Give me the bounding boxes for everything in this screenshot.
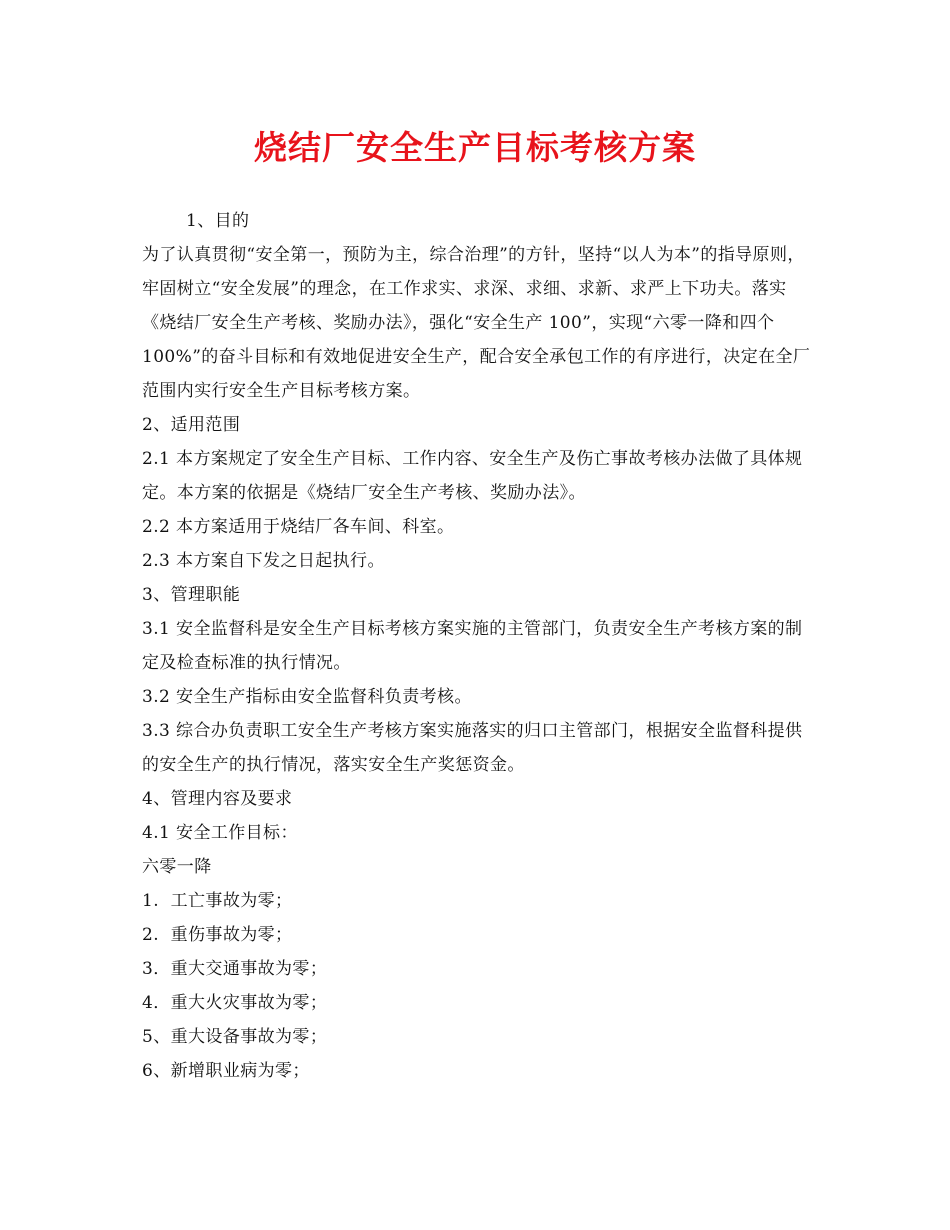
paragraph-management-3-2: 3.2 安全生产指标由安全监督科负责考核。 xyxy=(142,687,472,707)
list-item: 2. 重伤事故为零； xyxy=(142,925,293,945)
paragraph-requirements-4-1: 4.1 安全工作目标： xyxy=(142,823,298,843)
section-heading-requirements: 4、管理内容及要求 xyxy=(142,789,293,809)
section-heading-purpose: 1、目的 xyxy=(186,211,250,231)
paragraph-six-zero: 六零一降 xyxy=(142,857,212,877)
list-item: 3．重大交通事故为零； xyxy=(142,959,328,979)
list-item: 1. 工亡事故为零； xyxy=(142,891,293,911)
list-item: 4．重大火灾事故为零； xyxy=(142,993,328,1013)
paragraph-management-3-3: 3.3 综合办负责职工安全生产考核方案实施落实的归口主管部门，根据安全监督科提供的安全生产的执行情况，落实安全生产奖惩资金。 xyxy=(142,721,803,775)
section-heading-scope: 2、适用范围 xyxy=(142,415,241,435)
document-title: 烧结厂安全生产目标考核方案 xyxy=(254,128,696,167)
document-body xyxy=(142,204,814,1088)
paragraph-scope-2-2: 2.2 本方案适用于烧结厂各车间、科室。 xyxy=(142,517,455,537)
paragraph-management-3-1: 3.1 安全监督科是安全生产目标考核方案实施的主管部门，负责安全生产考核方案的制定及检查标准的执行情况。 xyxy=(142,619,803,673)
section-heading-management: 3、管理职能 xyxy=(142,585,241,605)
list-item: 5、重大设备事故为零； xyxy=(142,1027,328,1047)
paragraph-scope-2-3: 2.3 本方案自下发之日起执行。 xyxy=(142,551,385,571)
paragraph-purpose: 为了认真贯彻“安全第一，预防为主，综合治理”的方针，坚持“以人为本”的指导原则，牢固树立“安全发展”的理念，在工作求实、求深、求细、求新、求严上下功夫。落实《烧结厂安全生产考核、奖励办法》，强化“安全生产 100”，实现“六零一降和四个 100%”的奋斗目标和有效地促进安全生产，配合安全承包工作的有序进行，决定在全厂范围内实行安全生产目标考核方案。 xyxy=(142,245,811,401)
list-item: 6、新增职业病为零； xyxy=(142,1061,310,1081)
paragraph-scope-2-1: 2.1 本方案规定了安全生产目标、工作内容、安全生产及伤亡事故考核办法做了具体规定。本方案的依据是《烧结厂安全生产考核、奖励办法》。 xyxy=(142,449,803,503)
